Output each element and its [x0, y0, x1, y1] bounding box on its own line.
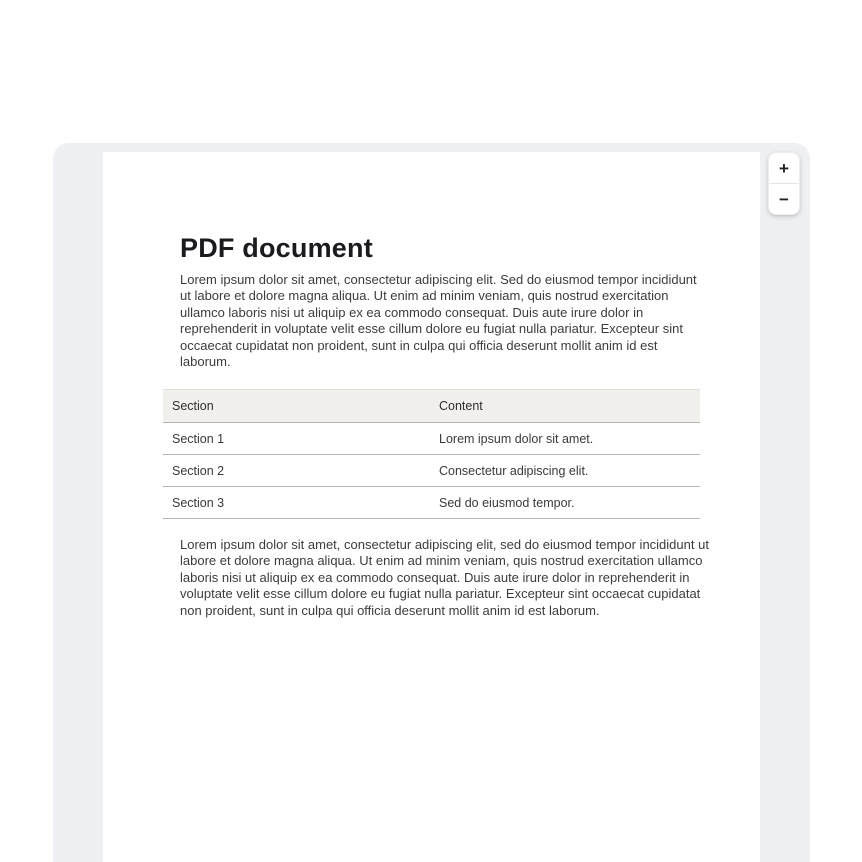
table-header-content: Content — [430, 390, 700, 423]
table-row — [163, 423, 700, 455]
zoom-in-button[interactable]: + — [769, 153, 799, 183]
paragraph-2: Lorem ipsum dolor sit amet, consectetur adipiscing elit, sed do eiusmod tempor incididunt ut labore et dolore magna aliqua. Ut enim ad minim veniam, quis nostrud exercitation ullamco laboris nisi ut aliquip ex ea commodo consequat. Duis aute irure dolor in reprehenderit in voluptate velit esse cillum dolore eu fugiat nulla pariatur. Excepteur sint occaecat cupidatat non proident, sunt in culpa qui officia deserunt mollit anim id est laborum. — [180, 537, 709, 618]
zoom-controls — [768, 152, 800, 215]
table-header-section: Section — [163, 390, 430, 423]
table-cell-section: Section 3 — [163, 487, 430, 519]
table-cell-content: Lorem ipsum dolor sit amet. — [430, 423, 700, 455]
paragraph-1: Lorem ipsum dolor sit amet, consectetur adipiscing elit. Sed do eiusmod tempor incididunt ut labore et dolore magna aliqua. Ut enim ad minim veniam, quis nostrud exercitation ullamco laboris nisi ut aliquip ex ea commodo consequat. Duis aute irure dolor in reprehenderit in voluptate velit esse cillum dolore eu fugiat nulla pariatur. Excepteur sint occaecat cupidatat non proident, sunt in culpa qui officia deserunt mollit anim id est laborum. — [180, 272, 697, 370]
table-cell-section: Section 2 — [163, 455, 430, 487]
table-cell-section: Section 1 — [163, 423, 430, 455]
table-row — [163, 455, 700, 487]
table-row — [163, 487, 700, 519]
pdf-viewer-canvas[interactable] — [53, 143, 810, 862]
zoom-out-button[interactable]: − — [769, 183, 799, 214]
document-table — [163, 389, 700, 519]
table-header-row — [163, 390, 700, 423]
pdf-page — [103, 152, 760, 862]
table-cell-content: Sed do eiusmod tempor. — [430, 487, 700, 519]
document-title: PDF document — [180, 233, 373, 263]
table-cell-content: Consectetur adipiscing elit. — [430, 455, 700, 487]
